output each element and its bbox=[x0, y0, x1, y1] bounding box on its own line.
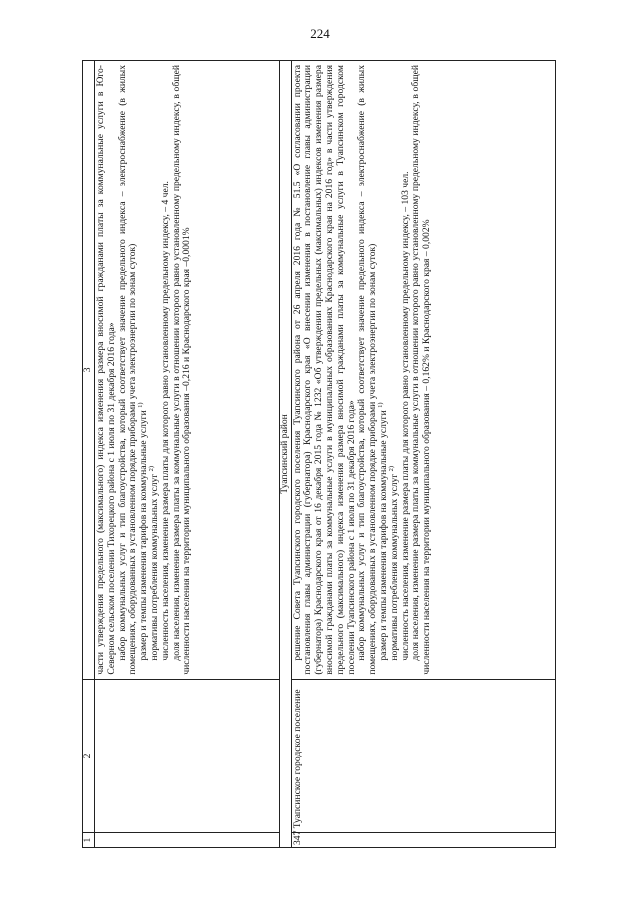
table-header-row bbox=[83, 61, 95, 848]
row-number-cell bbox=[95, 833, 280, 848]
paragraph: доля населения, изменение размера платы за коммунальные услуги в отношении которого равно установленному предельному индексу, в общей численности населения на территории муниципального образования –0,216 и Краснодарского края –0,0001% bbox=[170, 65, 193, 675]
paragraph: нормативы потребления коммунальных услуг bbox=[388, 473, 400, 661]
header-col-2: 2 bbox=[83, 679, 95, 833]
footnote-mark: 1) bbox=[376, 402, 384, 408]
paragraph: набор коммунальных услуг и тип благоустройства, который соответствует значение предельного индекса – электроснабжение (в жилых помещениях, оборудованных в установленном порядке приборами учета электроэнергии по зонам суток) bbox=[356, 65, 379, 675]
header-col-1: 1 bbox=[83, 833, 95, 848]
paragraph: размер и темпы изменения тарифов на коммунальные услуги bbox=[378, 410, 390, 661]
paragraph: решение Совета Туапсинского городского поселения Туапсинского района от 26 апреля 2016 года № 51.5 «О согласовании проекта постановления главы администрации (губернатора) Краснодарского края «О внесении изменения в постановление главы администрации (губернатора) Краснодарского края от 16 декабря 2015 года № 1232 «Об утверждении предельных (максимальных) индексов изменения размера вносимой гражданами платы за коммунальные услуги в муниципальных образованиях Краснодарского края на 2016 год» в части утверждения предельного (максимального) индекса изменения размера вносимой гражданами платы за коммунальные услуги в Туапсинском городском поселении Туапсинского района с 1 июля по 31 декабря 2016 года» bbox=[291, 65, 357, 675]
paragraph: доля населения, изменение размера платы за коммунальные услуги в отношении которого равно установленному предельному индексу, в общей численности населения на территории муниципального образования – 0,162% и Краснодарского края – 0,002% bbox=[410, 65, 433, 675]
paragraph: численность населения, изменение размера платы для которого равно установленному предельному индексу, – 4 чел. bbox=[159, 181, 171, 661]
table-row bbox=[291, 61, 555, 848]
paragraph: численность населения, изменение размера платы для которого равно установленному предельному индексу, – 103 чел. bbox=[399, 171, 411, 661]
paragraph: нормативы потребления коммунальных услуг bbox=[148, 473, 160, 661]
row-number-cell: 347 bbox=[291, 833, 555, 848]
paragraph: размер и темпы изменения тарифов на коммунальные услуги bbox=[138, 410, 150, 661]
footnote-mark: 2) bbox=[147, 465, 155, 472]
settlement-cell bbox=[95, 679, 280, 833]
region-title: Туапсинский район bbox=[279, 61, 291, 848]
paragraph: набор коммунальных услуг и тип благоустройства, который соответствует значение предельного индекса – электроснабжение (в жилых помещениях, оборудованных в установленном порядке приборами учета электроэнергии по зонам суток) bbox=[116, 65, 139, 675]
table-row bbox=[95, 61, 280, 848]
settlement-table bbox=[82, 60, 556, 848]
description-cell bbox=[95, 61, 280, 680]
region-row bbox=[279, 61, 291, 848]
description-cell bbox=[291, 61, 555, 680]
footnote-mark: 2) bbox=[387, 465, 395, 472]
paragraph: части утверждения предельного (максимального) индекса изменения размера вносимой гражданами платы за коммунальные услуги в Юго-Северном сельском поселении Тихорецкого района с 1 июля по 31 декабря 2016 года» bbox=[95, 65, 117, 675]
footnote-mark: 1) bbox=[137, 402, 144, 408]
header-col-3: 3 bbox=[83, 61, 95, 680]
rotated-table-wrapper bbox=[82, 60, 556, 848]
settlement-cell: Туапсинское городское поселение bbox=[291, 679, 555, 833]
page-number: 224 bbox=[310, 26, 330, 41]
